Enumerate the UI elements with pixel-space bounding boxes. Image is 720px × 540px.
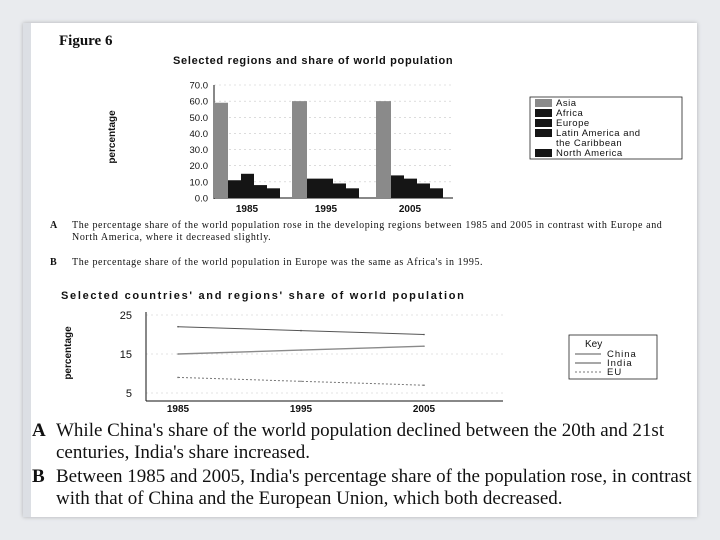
statement-letter: B xyxy=(50,257,58,268)
line-chart-legend xyxy=(569,335,657,379)
point-india-1985 xyxy=(177,353,179,355)
bar-chart-legend-label: North America xyxy=(556,148,623,159)
bar-chart-legend-swatch xyxy=(535,149,552,157)
bar-chart-legend-label: Europe xyxy=(556,118,590,129)
bar-chart-y-axis-label: percentage xyxy=(107,110,118,164)
bar-latin-america-and-the-caribbean-2005 xyxy=(417,183,430,198)
bar-chart-regions xyxy=(107,55,682,215)
bar-chart-legend xyxy=(530,97,682,159)
point-china-2005 xyxy=(423,334,425,336)
bar-north-america-1985 xyxy=(267,188,280,198)
bar-chart-y-tick-label: 30.0 xyxy=(189,145,208,157)
bar-north-america-1995 xyxy=(346,188,359,198)
bar-chart-legend-swatch xyxy=(535,129,552,137)
slide xyxy=(23,23,697,517)
bar-chart-y-tick-label: 40.0 xyxy=(189,128,208,140)
point-india-2005 xyxy=(423,345,425,347)
point-eu-1995 xyxy=(300,381,302,383)
bar-north-america-2005 xyxy=(430,188,443,198)
bar-europe-1985 xyxy=(241,174,254,198)
bar-africa-1985 xyxy=(228,180,241,198)
bar-africa-1995 xyxy=(307,179,320,198)
bar-asia-2005 xyxy=(376,101,391,198)
line-chart-legend-title: Key xyxy=(585,339,603,350)
bar-chart-y-tick-label: 20.0 xyxy=(189,161,208,173)
bar-chart-legend-label: Africa xyxy=(556,108,584,119)
statement-text: The percentage share of the world population rose in the developing regions between 1985 and 2005 in contrast with Europe and North America, where it decreased slightly. xyxy=(72,220,663,243)
bar-chart-legend-label: Latin America and xyxy=(556,128,641,139)
line-chart-legend-label: India xyxy=(607,358,633,369)
bar-chart-legend-label: Asia xyxy=(556,98,577,109)
bar-chart-y-tick-label: 70.0 xyxy=(189,80,208,92)
line-chart-y-tick-label: 25 xyxy=(119,310,132,322)
bar-chart-legend-label: the Caribbean xyxy=(556,138,623,149)
bar-latin-america-and-the-caribbean-1985 xyxy=(254,185,267,198)
line-chart-title: Selected countries' and regions' share of world population xyxy=(61,290,466,302)
bar-chart-y-tick-label: 50.0 xyxy=(189,112,208,124)
statement-letter: B xyxy=(32,466,45,487)
bar-chart-y-tick-label: 10.0 xyxy=(189,177,208,189)
statement-text: The percentage share of the world population in Europe was the same as Africa's in 1995. xyxy=(72,257,484,268)
figure-label: Figure 6 xyxy=(59,33,113,49)
bar-chart-legend-swatch xyxy=(535,109,552,117)
bar-chart-y-tick-label: 60.0 xyxy=(189,96,208,108)
line-chart-x-tick-label: 2005 xyxy=(412,404,436,415)
bar-chart-legend-swatch xyxy=(535,99,552,107)
point-china-1985 xyxy=(177,326,179,328)
bar-europe-2005 xyxy=(404,179,417,198)
point-eu-2005 xyxy=(423,384,425,386)
bar-chart-y-tick-label: 0.0 xyxy=(194,193,208,205)
bar-europe-1995 xyxy=(320,179,333,198)
bar-chart-legend-swatch xyxy=(535,119,552,127)
line-chart-legend-label: China xyxy=(607,349,637,360)
bar-chart-x-tick-label: 1995 xyxy=(314,204,338,215)
line-chart-countries xyxy=(61,290,657,415)
point-eu-1985 xyxy=(177,377,179,379)
bar-africa-2005 xyxy=(391,175,404,198)
statement-text: Between 1985 and 2005, India's percentage share of the population rose, in contrast with that of China and the European Union, which both decreased. xyxy=(56,466,692,509)
bar-chart-x-tick-label: 1985 xyxy=(235,204,259,215)
point-china-1995 xyxy=(300,330,302,332)
line-chart-x-tick-label: 1985 xyxy=(166,404,190,415)
line-chart-legend-label: EU xyxy=(607,367,623,378)
bar-latin-america-and-the-caribbean-1995 xyxy=(333,183,346,198)
bar-chart-title: Selected regions and share of world population xyxy=(173,55,454,67)
point-india-1995 xyxy=(300,349,302,351)
bar-chart-x-tick-label: 2005 xyxy=(398,204,422,215)
line-chart-x-tick-label: 1995 xyxy=(289,404,313,415)
statement-text: While China's share of the world population declined between the 20th and 21st centuries, India's share increased. xyxy=(56,420,665,463)
line-chart-y-tick-label: 5 xyxy=(125,388,132,400)
line-chart-y-tick-label: 15 xyxy=(119,349,132,361)
bar-asia-1995 xyxy=(292,101,307,198)
line-chart-y-axis-label: percentage xyxy=(63,326,74,380)
statement-letter: A xyxy=(50,220,58,231)
statement-letter: A xyxy=(32,420,46,441)
bar-asia-1985 xyxy=(213,103,228,198)
